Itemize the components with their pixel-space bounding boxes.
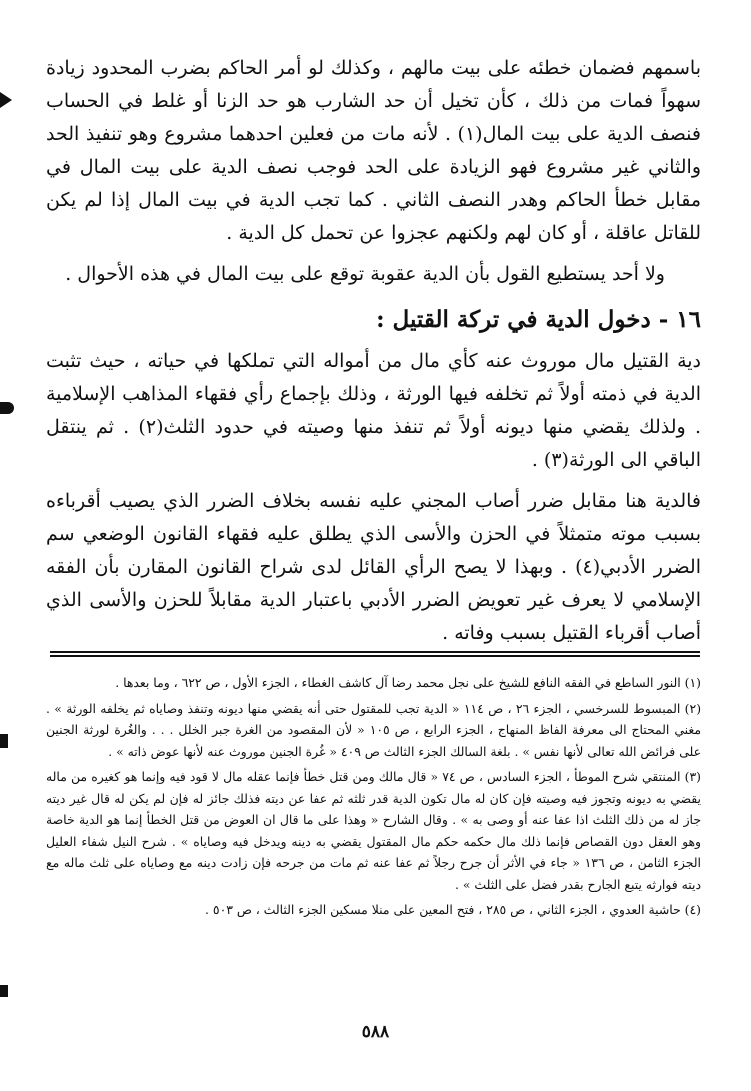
footnote-separator [50, 651, 700, 659]
margin-mark [0, 734, 8, 748]
paragraph-1: باسمهم فضمان خطئه على بيت مالهم ، وكذلك لو أمر الحاكم بضرب المحدود زيادة سهواً فمات من ذلك ، كأن تخيل أن حد الشارب هو حد الزنا أو غلط في الحساب فنصف الدية على بيت المال(١) . لأنه مات من فعلين احدهما مشروع وهو تنفيذ الحد والثاني غير مشروع فهو الزيادة على الحد فوجب نصف الدية على بيت المال في مقابل خطأ الحاكم وهدر النصف الثاني . كما تجب الدية في بيت المال إذا لم يكن للقاتل عاقلة ، أو كان لهم ولكنهم عجزوا عن تحمل كل الدية . [46, 57, 701, 244]
footnote-1: (١) النور الساطع في الفقه النافع للشيخ على نجل محمد رضا آل كاشف الغطاء ، الجزء الأول ، ص ٦٢٢ ، وما بعدها . [115, 675, 701, 690]
paragraph-2: ولا أحد يستطيع القول بأن الدية عقوبة توقع على بيت المال في هذه الأحوال . [65, 263, 665, 285]
paragraph-3: دية القتيل مال موروث عنه كأي مال من أمواله التي تملكها في حياته ، حيث تثبت الدية في ذمته أولاً ثم تخلفه فيها الورثة ، وذلك بإجماع رأي فقهاء المذاهب الإسلامية . ولذلك يقضي منها ديونه أولاً ثم تنفذ منها وصيته في حدود الثلث(٢) . ثم ينتقل الباقي الى الورثة(٣) . [46, 350, 701, 471]
footnote-4: (٤) حاشية العدوي ، الجزء الثاني ، ص ٢٨٥ ، فتح المعين على منلا مسكين الجزء الثالث ، ص ٥٠٣ . [205, 902, 701, 917]
footnote-3: (٣) المنتقي شرح الموطأ ، الجزء السادس ، ص ٧٤ « قال مالك ومن قتل خطأ فإنما عقله مال لا قود فيه وإنما هو كغيره من ماله يقضي به ديونه وتجوز فيه وصيته فإن كان له مال تكون الدية قدر ثلثه ثم عفا عن ديته فذلك جائز له فإن لم يكن له قال غير ديته جاز له من ذلك الثلث اذا عفا عنه أو وصى به » . وقال الشارح « وهذا على ما قال ان العوض من قتل الخطأ إنما هو الدية خاصة وهو العقل دون القصاص فإنما ذلك مال حكمه حكم مال المقتول يقضي به دينه ويدخل فيه وصاياه » . شرح النيل شفاء العليل الجزء الثامن ، ص ١٣٦ « جاء في الأثر أن جرح رجلاً ثم عفا عنه ثم مات من جرحه فإن زادت دينه مع وصاياه على ثلث ماله مع ديته فوارثه يتبع الجارح بقدر فضل على الثلث » . [46, 769, 702, 892]
section-heading: ١٦ - دخول الدية في تركة القتيل : [376, 306, 701, 333]
margin-mark [0, 985, 8, 997]
page-number: ٥٨٨ [361, 1022, 390, 1042]
footnote-2: (٢) المبسوط للسرخسي ، الجزء ٢٦ ، ص ١١٤ « الدية تجب للمقتول حتى أنه يقضي منها ديونه وتنفذ وصاياه ثم يخلفه الورثة » . مغني المحتاج الى معرفة الفاظ المنهاج ، الجزء الرابع ، ص ١٠٥ « لأن المقصود من الغرة جبر الخلل . . . والغُرة لورثة الجنين على فرائض الله تعالى لأنها نفس » . بلغة السالك الجزء الثالث ص ٤٠٩ « غُرة الجنين موروث عنه لأنها عوض ذاته » . [46, 700, 702, 759]
footnotes [46, 672, 701, 923]
main-text [46, 52, 701, 650]
margin-mark [0, 92, 12, 108]
margin-mark [0, 402, 14, 414]
paragraph-4: فالدية هنا مقابل ضرر أصاب المجني عليه نفسه بخلاف الضرر الذي يصيب أقرباءه بسبب موته متمثلاً في الحزن والأسى الذي يطلق عليه فقهاء القانون الوضعي سم الضرر الأدبي(٤) . وبهذا لا يصح الرأي القائل لدى شراح القانون المقارن بأن الفقه الإسلامي لا يعرف غير تعويض الضرر الأدبي باعتبار الدية مقابلاً للحزن والأسى الذي أصاب أقرباء القتيل بسبب وفاته . [46, 490, 701, 644]
